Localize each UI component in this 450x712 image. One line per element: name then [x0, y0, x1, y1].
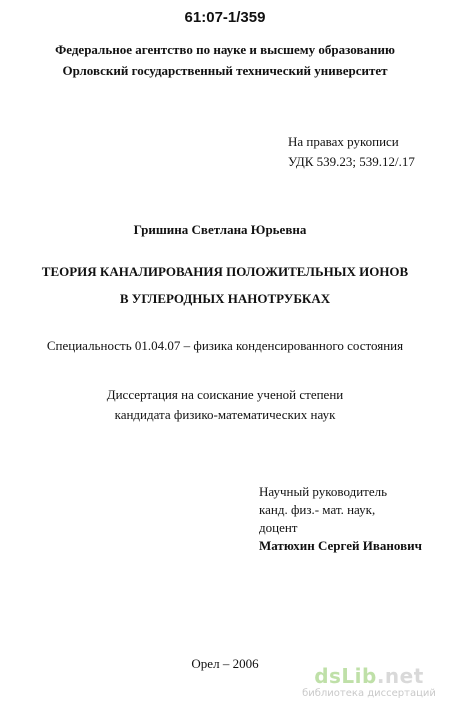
- udc-code: УДК 539.23; 539.12/.17: [288, 154, 415, 169]
- watermark-subtitle: библиотека диссертаций: [302, 688, 436, 699]
- title-line-1: ТЕОРИЯ КАНАЛИРОВАНИЯ ПОЛОЖИТЕЛЬНЫХ ИОНОВ: [41, 264, 409, 279]
- supervisor-name: Матюхин Сергей Иванович: [259, 538, 422, 553]
- specialty: Специальность 01.04.07 – физика конденсированного состояния: [46, 338, 404, 353]
- degree-line-2: кандидата физико-математических наук: [114, 407, 336, 422]
- watermark-logo: [294, 664, 444, 688]
- watermark-logo-part1: dsLib: [314, 664, 377, 688]
- watermark-logo-part2: .net: [376, 664, 424, 688]
- watermark: [294, 664, 444, 704]
- degree-line-1: Диссертация на соискание ученой степени: [106, 387, 344, 402]
- university-name: Орловский государственный технический университет: [62, 63, 388, 78]
- supervisor-role: Научный руководитель: [259, 484, 388, 499]
- author-name: Гришина Светлана Юрьевна: [133, 222, 307, 237]
- catalog-number: 61:07-1/359: [184, 9, 266, 26]
- agency-name: Федеральное агентство по науке и высшему образованию: [55, 42, 395, 57]
- manuscript-rights: На правах рукописи: [288, 134, 399, 149]
- supervisor-degree: канд. физ.- мат. наук,: [259, 502, 376, 517]
- title-line-2: В УГЛЕРОДНЫХ НАНОТРУБКАХ: [119, 291, 331, 306]
- supervisor-title: доцент: [259, 520, 298, 535]
- place-year: Орел – 2006: [191, 656, 259, 671]
